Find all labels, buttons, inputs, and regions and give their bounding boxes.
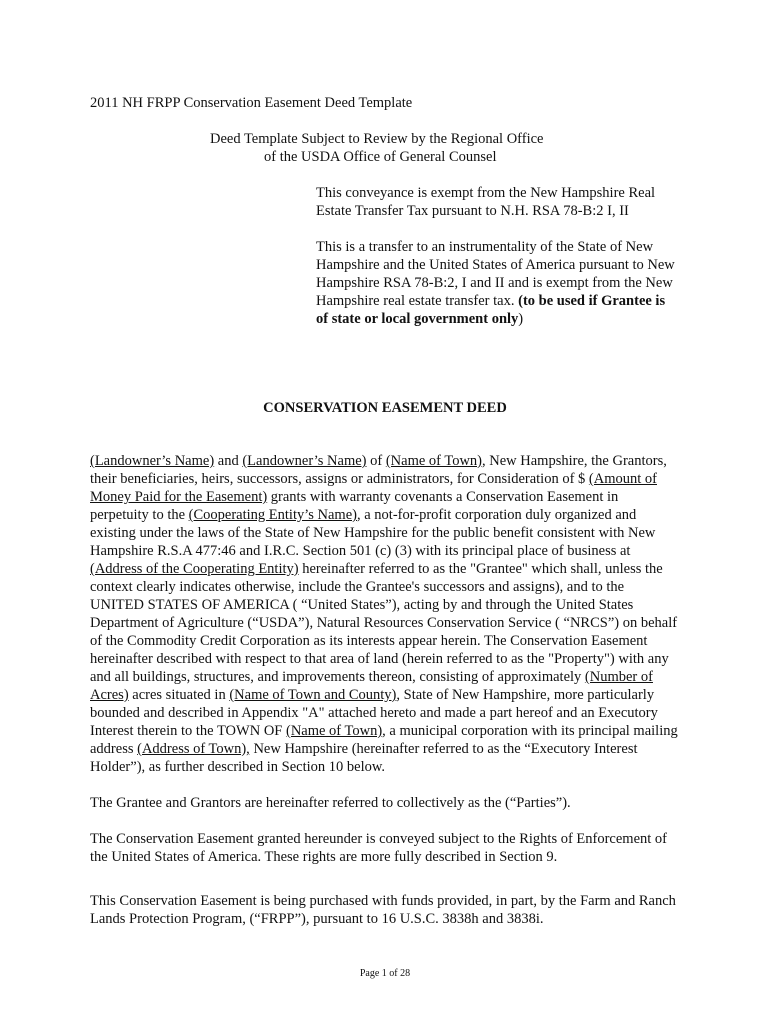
- parties-paragraph: The Grantee and Grantors are hereinafter referred to collectively as the (“Parties”).: [90, 795, 571, 811]
- government-transfer-close: ): [518, 311, 524, 327]
- grant-paragraph: [90, 452, 680, 776]
- grant-text: , a not-for-profit corporation duly organized and existing under the laws of the State of New Hampshire for the public benefit consistent with New Hampshire R.S.A 477:46 and I.R.C. Section 501 (c) (3) with its principal place of business at: [90, 507, 656, 559]
- landowner-name-field: (Landowner’s Name): [242, 453, 367, 469]
- review-note-line-1: Deed Template Subject to Review by the Regional Office: [210, 131, 544, 147]
- deed-title: CONSERVATION EASEMENT DEED: [263, 400, 507, 416]
- government-transfer-text: This is a transfer to an instrumentality of the State of New Hampshire and the United States of America pursuant to New Hampshire RSA 78-B:2, I and II and is exempt from the New Hampshire real estate transfer tax.: [316, 239, 675, 309]
- landowner-name-field: (Landowner’s Name): [90, 453, 215, 469]
- grant-text: , New Hampshire, the Grantors, their beneficiaries, heirs, successors, assigns or administrators, for Consideration of $: [90, 453, 667, 487]
- grant-text: acres situated in: [128, 687, 230, 703]
- grant-text: hereinafter referred to as the "Grantee" which shall, unless the context clearly indicates otherwise, include the Grantee's successors and assigns), and to the UNITED STATES OF AMERICA ( “United States”), acting by and through the United States Department of Agriculture (“USDA”), Natural Resources Conservation Service ( “NRCS”) on behalf of the Commodity Credit Corporation as its interests appear herein. The Conservation Easement hereinafter described with respect to that area of land (herein referred to as the "Property") with any and all buildings, structures, and improvements thereon, consisting of approximately: [90, 561, 678, 685]
- easement-amount-field: (Amount of Money Paid for the Easement): [90, 471, 657, 505]
- review-note-line-2: of the USDA Office of General Counsel: [264, 149, 497, 165]
- enforcement-paragraph: The Conservation Easement granted hereunder is conveyed subject to the Rights of Enforcement of the United States of America. These rights are more fully described in Section 9.: [90, 831, 667, 865]
- document-header-title: 2011 NH FRPP Conservation Easement Deed Template: [90, 95, 413, 111]
- town-county-field: (Name of Town and County): [229, 687, 397, 703]
- town-name-field: (Name of Town): [285, 723, 383, 739]
- grant-text: , a municipal corporation with its principal mailing address: [90, 723, 678, 757]
- review-note: [210, 130, 570, 166]
- tax-exemption-block: [316, 184, 676, 346]
- frpp-funding-paragraph: This Conservation Easement is being purchased with funds provided, in part, by the Farm and Ranch Lands Protection Program, (“FRPP”), pursuant to 16 U.S.C. 3838h and 3838i.: [90, 893, 676, 927]
- town-address-field: (Address of Town),: [137, 741, 250, 757]
- page-number: Page 1 of 28: [359, 968, 411, 979]
- tax-exemption-paragraph: This conveyance is exempt from the New Hampshire Real Estate Transfer Tax pursuant to N.H. RSA 78-B:2 I, II: [316, 185, 656, 219]
- cooperating-entity-address-field: (Address of the Cooperating Entity): [90, 561, 299, 577]
- grant-text: and: [214, 453, 243, 469]
- government-transfer-bold-note: (to be used if Grantee is of state or local government only: [316, 293, 666, 327]
- deed-body: [90, 452, 680, 946]
- cooperating-entity-field: (Cooperating Entity’s Name): [188, 507, 357, 523]
- grant-text: New Hampshire (hereinafter referred to as the “Executory Interest Holder”), as further described in Section 10 below.: [90, 741, 638, 775]
- town-name-field: (Name of Town): [385, 453, 483, 469]
- acres-field: (Number of Acres): [90, 669, 653, 703]
- grant-text: of: [366, 453, 386, 469]
- grant-text: , State of New Hampshire, more particularly bounded and described in Appendix "A" attached hereto and made a part hereof and an Executory Interest therein to the TOWN OF: [90, 687, 658, 739]
- government-transfer-paragraph: [316, 238, 676, 328]
- grant-text: grants with warranty covenants a Conservation Easement in perpetuity to the: [90, 489, 619, 523]
